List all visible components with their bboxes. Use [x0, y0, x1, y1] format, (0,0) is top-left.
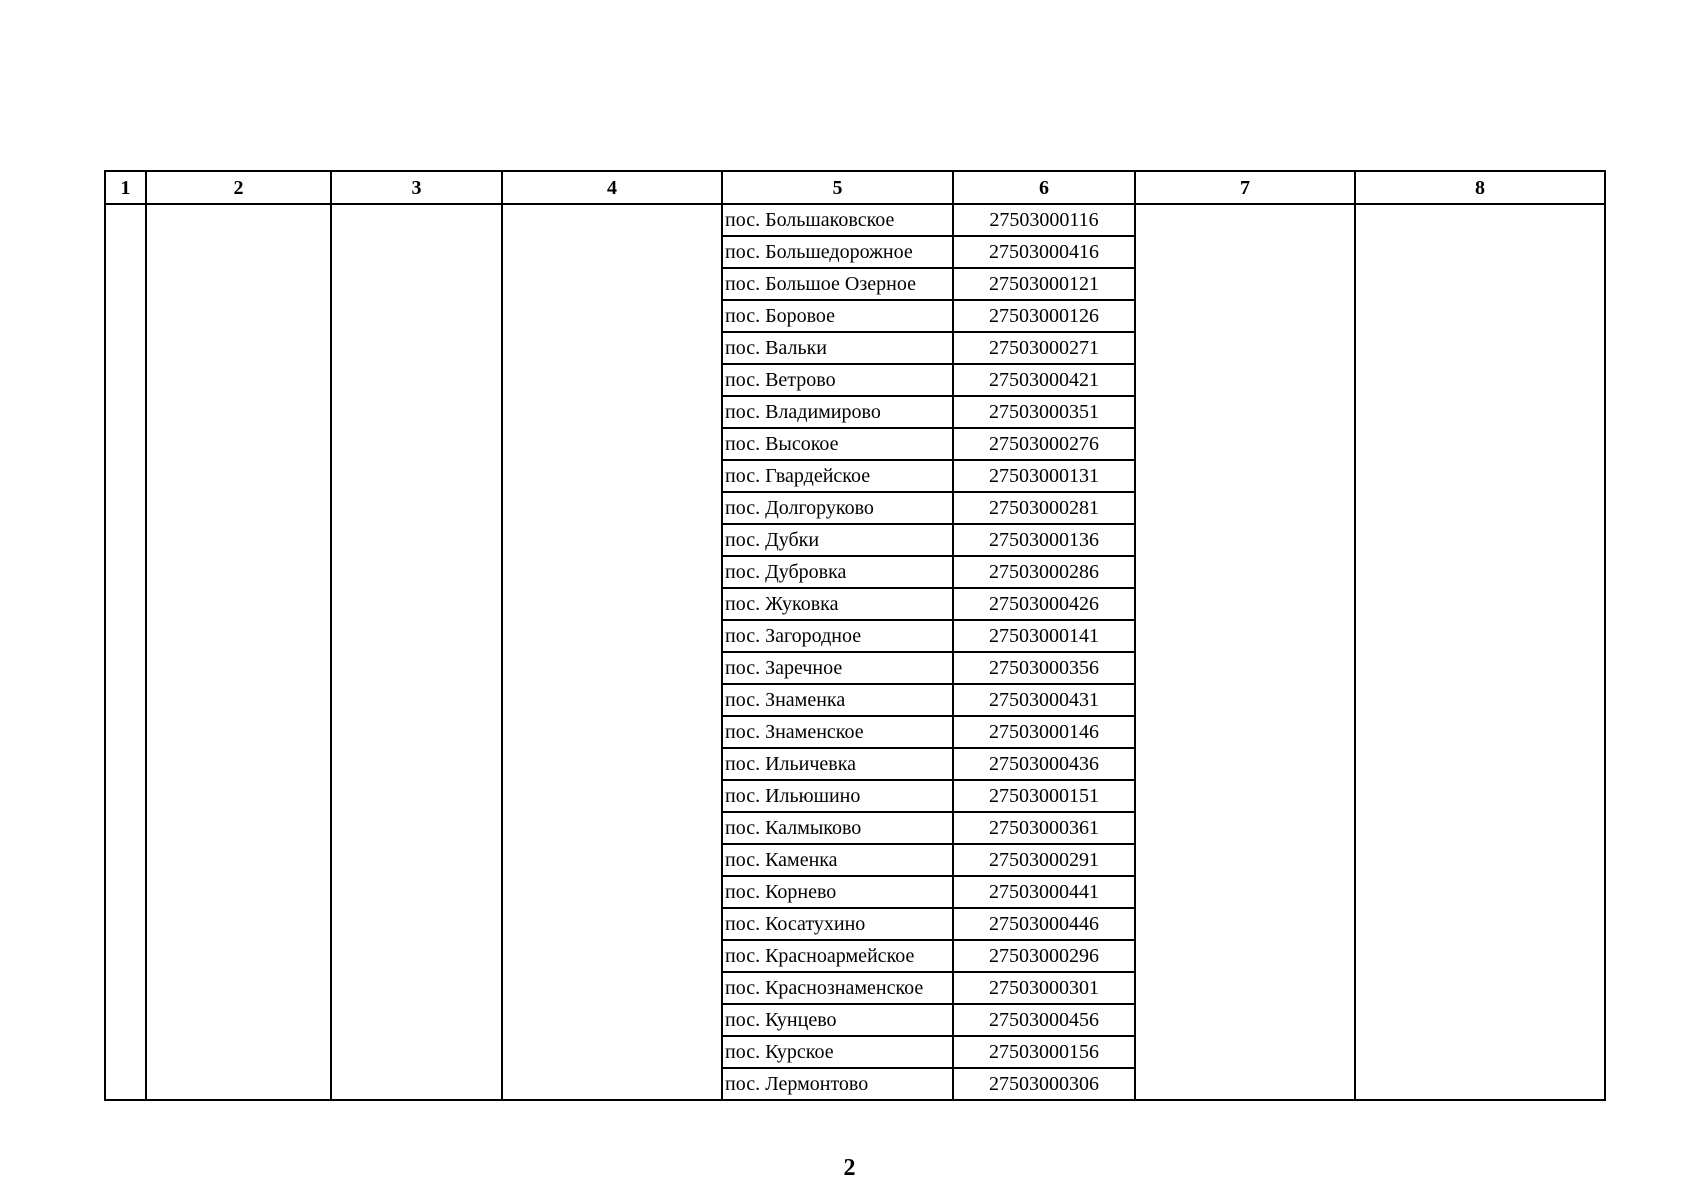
settlement-name-cell: пос. Высокое [722, 428, 953, 460]
settlement-code-cell: 27503000431 [953, 684, 1135, 716]
settlement-name-cell: пос. Каменка [722, 844, 953, 876]
settlement-code-cell: 27503000416 [953, 236, 1135, 268]
settlement-code-cell: 27503000156 [953, 1036, 1135, 1068]
settlement-name-cell: пос. Вальки [722, 332, 953, 364]
column-header-3: 3 [331, 171, 502, 204]
settlement-code-cell: 27503000351 [953, 396, 1135, 428]
empty-cell-col-1 [105, 204, 146, 1100]
settlement-name-cell: пос. Краснознаменское [722, 972, 953, 1004]
settlement-name-cell: пос. Лермонтово [722, 1068, 953, 1100]
column-header-2: 2 [146, 171, 331, 204]
settlement-name-cell: пос. Большое Озерное [722, 268, 953, 300]
settlement-name-cell: пос. Большедорожное [722, 236, 953, 268]
settlement-code-cell: 27503000296 [953, 940, 1135, 972]
settlement-name-cell: пос. Гвардейское [722, 460, 953, 492]
column-header-1: 1 [105, 171, 146, 204]
settlement-name-cell: пос. Красноармейское [722, 940, 953, 972]
settlement-name-cell: пос. Кунцево [722, 1004, 953, 1036]
settlement-name-cell: пос. Калмыково [722, 812, 953, 844]
settlement-code-cell: 27503000426 [953, 588, 1135, 620]
settlement-code-cell: 27503000126 [953, 300, 1135, 332]
settlement-code-cell: 27503000306 [953, 1068, 1135, 1100]
empty-cell-col-8 [1355, 204, 1605, 1100]
column-header-5: 5 [722, 171, 953, 204]
settlement-name-cell: пос. Знаменское [722, 716, 953, 748]
settlement-code-cell: 27503000116 [953, 204, 1135, 236]
settlement-name-cell: пос. Знаменка [722, 684, 953, 716]
settlement-code-cell: 27503000121 [953, 268, 1135, 300]
settlement-name-cell: пос. Заречное [722, 652, 953, 684]
table-body [105, 204, 1605, 1100]
settlement-code-cell: 27503000441 [953, 876, 1135, 908]
settlement-code-cell: 27503000146 [953, 716, 1135, 748]
settlement-code-cell: 27503000286 [953, 556, 1135, 588]
settlement-code-cell: 27503000456 [953, 1004, 1135, 1036]
page-number: 2 [843, 1155, 856, 1181]
settlement-name-cell: пос. Корнево [722, 876, 953, 908]
settlement-code-cell: 27503000141 [953, 620, 1135, 652]
settlement-name-cell: пос. Ильичевка [722, 748, 953, 780]
settlement-code-cell: 27503000361 [953, 812, 1135, 844]
column-header-6: 6 [953, 171, 1135, 204]
settlement-name-cell: пос. Большаковское [722, 204, 953, 236]
empty-cell-col-4 [502, 204, 722, 1100]
table-row [105, 204, 1605, 236]
settlement-code-cell: 27503000301 [953, 972, 1135, 1004]
settlement-code-cell: 27503000436 [953, 748, 1135, 780]
settlement-name-cell: пос. Курское [722, 1036, 953, 1068]
settlement-code-cell: 27503000136 [953, 524, 1135, 556]
settlement-code-cell: 27503000276 [953, 428, 1135, 460]
settlement-code-cell: 27503000271 [953, 332, 1135, 364]
settlement-code-cell: 27503000131 [953, 460, 1135, 492]
column-header-7: 7 [1135, 171, 1355, 204]
settlements-table [104, 170, 1606, 1101]
column-number-header-row [105, 171, 1605, 204]
settlement-name-cell: пос. Загородное [722, 620, 953, 652]
settlement-name-cell: пос. Ветрово [722, 364, 953, 396]
settlement-name-cell: пос. Долгоруково [722, 492, 953, 524]
empty-cell-col-7 [1135, 204, 1355, 1100]
column-header-4: 4 [502, 171, 722, 204]
settlement-code-cell: 27503000421 [953, 364, 1135, 396]
settlement-name-cell: пос. Владимирово [722, 396, 953, 428]
settlement-name-cell: пос. Дубки [722, 524, 953, 556]
settlement-code-cell: 27503000446 [953, 908, 1135, 940]
settlement-name-cell: пос. Ильюшино [722, 780, 953, 812]
settlement-code-cell: 27503000291 [953, 844, 1135, 876]
settlement-name-cell: пос. Боровое [722, 300, 953, 332]
settlement-name-cell: пос. Косатухино [722, 908, 953, 940]
empty-cell-col-3 [331, 204, 502, 1100]
settlement-code-cell: 27503000151 [953, 780, 1135, 812]
settlement-name-cell: пос. Дубровка [722, 556, 953, 588]
empty-cell-col-2 [146, 204, 331, 1100]
settlement-code-cell: 27503000356 [953, 652, 1135, 684]
settlement-code-cell: 27503000281 [953, 492, 1135, 524]
column-header-8: 8 [1355, 171, 1605, 204]
settlement-name-cell: пос. Жуковка [722, 588, 953, 620]
